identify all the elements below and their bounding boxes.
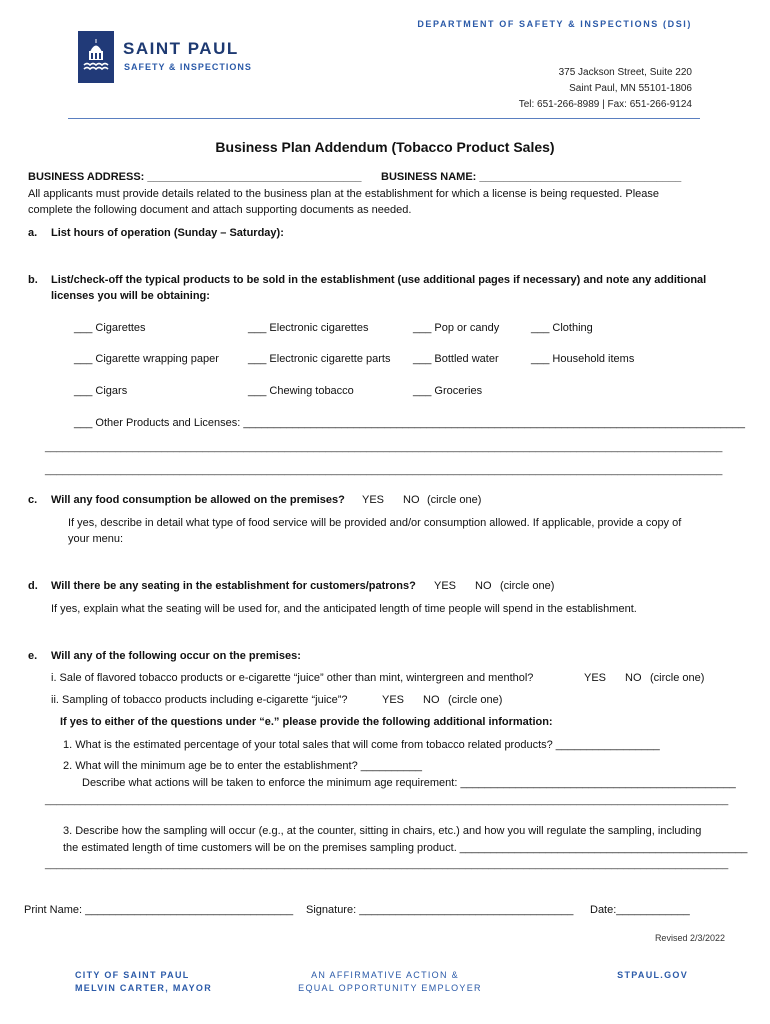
section-e-item-i-no[interactable]: NO — [625, 672, 642, 684]
product-option-bottled-water[interactable]: ___ Bottled water — [413, 353, 499, 365]
section-b-question-line2: licenses you will be obtaining: — [51, 290, 210, 302]
section-b-letter: b. — [28, 274, 38, 286]
product-option-chewing-tobacco[interactable]: ___ Chewing tobacco — [248, 385, 354, 397]
section-a-letter: a. — [28, 227, 38, 239]
section-c-question: Will any food consumption be allowed on the premises? — [51, 494, 345, 506]
footer-city: CITY OF SAINT PAUL — [75, 970, 190, 980]
print-name-field[interactable]: Print Name: __________________________________ — [24, 904, 294, 916]
product-option-household-items[interactable]: ___ Household items — [531, 353, 635, 365]
blank-line[interactable]: ____________________________________________________________________________________________________________________ — [45, 464, 723, 476]
section-c-letter: c. — [28, 494, 38, 506]
section-e-question-2[interactable]: 2. What will the minimum age be to enter the establishment? __________ — [63, 760, 422, 772]
department-name: DEPARTMENT OF SAFETY & INSPECTIONS (DSI) — [417, 19, 692, 29]
section-e-question: Will any of the following occur on the premises: — [51, 650, 301, 662]
blank-line[interactable]: _____________________________________________________________________________________________________________________ — [45, 858, 729, 870]
product-option-cigars[interactable]: ___ Cigars — [74, 385, 128, 397]
product-option-ecig-parts[interactable]: ___ Electronic cigarette parts — [248, 353, 391, 365]
product-option-groceries[interactable]: ___ Groceries — [413, 385, 483, 397]
product-option-cigarettes[interactable]: ___ Cigarettes — [74, 322, 146, 334]
revised-date: Revised 2/3/2022 — [654, 933, 725, 943]
product-option-electronic-cigarettes[interactable]: ___ Electronic cigarettes — [248, 322, 369, 334]
section-b-question-line1: List/check-off the typical products to be sold in the establishment (use additional pages if necessary) and note any additional — [51, 274, 707, 286]
section-c-instruction-line1: If yes, describe in detail what type of food service will be provided and/or consumption allowed. If applicable, provide a copy of — [68, 517, 682, 529]
section-a-question: List hours of operation (Sunday – Saturday): — [51, 227, 284, 239]
section-e-followup-heading: If yes to either of the questions under “e.” please provide the following additional information: — [60, 716, 553, 728]
section-c-no-option[interactable]: NO — [403, 494, 420, 506]
section-e-question-3-line1: 3. Describe how the sampling will occur (e.g., at the counter, sitting in chairs, etc.) and how you will regulate the sampling, including — [63, 825, 702, 837]
business-address-field[interactable]: BUSINESS ADDRESS: ___________________________________ — [28, 171, 362, 183]
section-d-yes-option[interactable]: YES — [434, 580, 457, 592]
signature-field[interactable]: Signature: ___________________________________ — [306, 904, 574, 916]
section-d-no-option[interactable]: NO — [475, 580, 492, 592]
header-divider — [68, 118, 700, 119]
blank-line[interactable]: ____________________________________________________________________________________________________________________ — [45, 441, 723, 453]
footer-aa-line1: AN AFFIRMATIVE ACTION & — [311, 970, 459, 980]
section-d-question: Will there be any seating in the establishment for customers/patrons? — [51, 580, 416, 592]
section-e-question-3-line2[interactable]: the estimated length of time customers will be on the premises sampling product. _______________________________________________ — [63, 842, 748, 854]
section-d-circle-note: (circle one) — [500, 580, 555, 592]
other-products-field[interactable]: ___ Other Products and Licenses: __________________________________________________________________________________ — [74, 417, 746, 429]
section-d-instruction: If yes, explain what the seating will be used for, and the anticipated length of time people will spend in the establishment. — [51, 603, 637, 615]
section-e-letter: e. — [28, 650, 38, 662]
section-d-letter: d. — [28, 580, 38, 592]
footer-website-link[interactable]: STPAUL.GOV — [617, 970, 688, 980]
section-c-instruction-line2: your menu: — [68, 533, 124, 545]
section-c-yes-option[interactable]: YES — [362, 494, 385, 506]
intro-text-line2: complete the following document and attach supporting documents as needed. — [28, 204, 412, 216]
section-e-item-ii-yes[interactable]: YES — [382, 694, 405, 706]
section-e-item-ii-no[interactable]: NO — [423, 694, 440, 706]
section-e-item-i-yes[interactable]: YES — [584, 672, 607, 684]
address-phone: Tel: 651-266-8989 | Fax: 651-266-9124 — [518, 99, 692, 110]
section-e-item-i-circle: (circle one) — [650, 672, 705, 684]
section-e-item-ii-circle: (circle one) — [448, 694, 503, 706]
date-field[interactable]: Date:____________ — [590, 904, 690, 916]
saint-paul-logo-icon — [78, 31, 114, 83]
footer-aa-line2: EQUAL OPPORTUNITY EMPLOYER — [298, 983, 482, 993]
product-option-wrapping-paper[interactable]: ___ Cigarette wrapping paper — [74, 353, 219, 365]
brand-subtitle: SAFETY & INSPECTIONS — [124, 62, 252, 72]
intro-text-line1: All applicants must provide details related to the business plan at the establishment for which a license is being requested. Please — [28, 188, 660, 200]
address-city: Saint Paul, MN 55101-1806 — [569, 83, 692, 94]
product-option-pop-candy[interactable]: ___ Pop or candy — [413, 322, 500, 334]
business-name-field[interactable]: BUSINESS NAME: _________________________________ — [381, 171, 682, 183]
section-e-question-1[interactable]: 1. What is the estimated percentage of your total sales that will come from tobacco related products? _________________ — [63, 739, 660, 751]
section-e-item-ii: ii. Sampling of tobacco products including e-cigarette “juice”? — [51, 694, 348, 706]
blank-line[interactable]: _____________________________________________________________________________________________________________________ — [45, 794, 729, 806]
brand-name: SAINT PAUL — [123, 39, 239, 58]
product-option-clothing[interactable]: ___ Clothing — [531, 322, 593, 334]
footer-mayor: MELVIN CARTER, MAYOR — [75, 983, 213, 993]
section-e-item-i: i. Sale of flavored tobacco products or e-cigarette “juice” other than mint, wintergreen and menthol? — [51, 672, 534, 684]
section-e-question-2-describe[interactable]: Describe what actions will be taken to enforce the minimum age requirement: _____________________________________________ — [82, 777, 736, 789]
section-c-circle-note: (circle one) — [427, 494, 482, 506]
address-street: 375 Jackson Street, Suite 220 — [558, 67, 692, 78]
form-title: Business Plan Addendum (Tobacco Product Sales) — [215, 139, 555, 155]
